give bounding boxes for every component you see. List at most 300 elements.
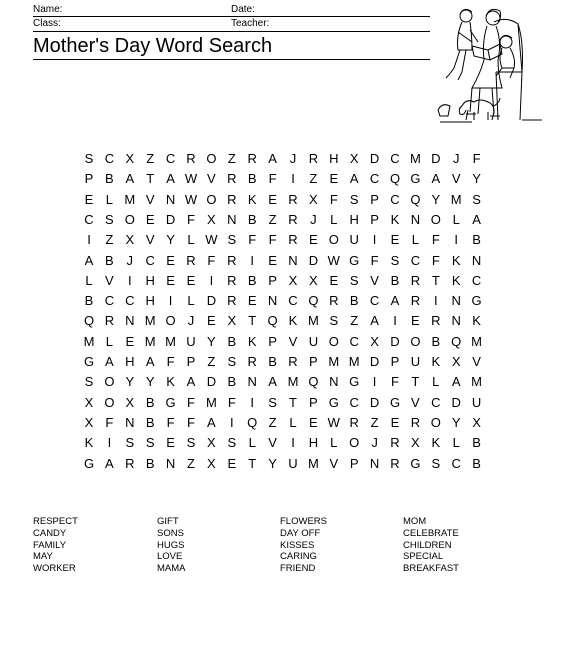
grid-letter[interactable]: B <box>472 455 481 471</box>
grid-letter[interactable]: Y <box>472 171 481 187</box>
grid-letter[interactable]: N <box>451 313 461 329</box>
grid-letter[interactable]: Z <box>105 232 114 248</box>
grid-letter[interactable]: A <box>349 171 359 187</box>
grid-letter[interactable]: O <box>328 333 339 349</box>
grid-letter[interactable]: R <box>227 272 237 288</box>
grid-letter[interactable]: N <box>329 374 339 390</box>
grid-letter[interactable]: O <box>430 211 441 227</box>
grid-letter[interactable]: I <box>291 171 295 187</box>
grid-letter[interactable]: R <box>186 151 196 166</box>
grid-letter[interactable]: F <box>431 252 440 268</box>
grid-letter[interactable]: Q <box>410 191 421 207</box>
grid-letter[interactable]: B <box>431 333 441 349</box>
grid-letter[interactable]: Y <box>166 232 175 248</box>
grid-letter[interactable]: V <box>288 333 298 349</box>
grid-letter[interactable]: T <box>289 394 297 410</box>
grid-letter[interactable]: O <box>206 151 217 166</box>
grid-letter[interactable]: E <box>186 272 196 288</box>
grid-letter[interactable]: A <box>166 171 175 187</box>
grid-letter[interactable]: Y <box>125 374 135 390</box>
grid-letter[interactable]: W <box>327 252 340 268</box>
grid-letter[interactable]: A <box>186 374 196 390</box>
grid-letter[interactable]: A <box>207 414 216 430</box>
grid-letter[interactable]: Z <box>227 151 236 166</box>
grid-letter[interactable]: L <box>330 211 338 227</box>
grid-letter[interactable]: P <box>349 455 359 471</box>
grid-letter[interactable]: C <box>390 151 400 166</box>
grid-letter[interactable]: F <box>105 414 114 430</box>
grid-letter[interactable]: S <box>472 191 481 207</box>
grid-letter[interactable]: X <box>125 394 135 410</box>
grid-letter[interactable]: A <box>268 374 277 390</box>
grid-letter[interactable]: D <box>369 354 380 369</box>
grid-letter[interactable]: W <box>205 232 218 248</box>
grid-letter[interactable]: X <box>125 232 135 248</box>
grid-letter[interactable]: V <box>472 354 481 369</box>
grid-letter[interactable]: U <box>349 232 359 248</box>
grid-letter[interactable]: Q <box>308 293 319 309</box>
grid-letter[interactable]: G <box>349 252 360 268</box>
grid-letter[interactable]: P <box>268 333 277 349</box>
grid-letter[interactable]: Y <box>451 414 461 430</box>
grid-letter[interactable]: D <box>206 374 217 390</box>
grid-letter[interactable]: X <box>84 394 94 410</box>
grid-letter[interactable]: E <box>329 171 339 187</box>
grid-letter[interactable]: J <box>289 151 297 166</box>
grid-letter[interactable]: S <box>227 232 237 248</box>
grid-letter[interactable]: R <box>247 151 257 166</box>
grid-letter[interactable]: E <box>329 272 339 288</box>
grid-letter[interactable]: X <box>370 333 379 349</box>
grid-letter[interactable]: C <box>288 293 298 309</box>
grid-letter[interactable]: Q <box>83 313 95 329</box>
grid-letter[interactable]: E <box>227 455 237 471</box>
grid-letter[interactable]: B <box>390 272 400 288</box>
grid-letter[interactable]: G <box>349 374 360 390</box>
grid-letter[interactable]: R <box>349 414 359 430</box>
grid-letter[interactable]: S <box>268 394 277 410</box>
grid-letter[interactable]: C <box>369 293 380 309</box>
grid-letter[interactable]: W <box>327 414 340 430</box>
grid-letter[interactable]: S <box>145 435 155 451</box>
grid-letter[interactable]: J <box>187 313 195 329</box>
grid-letter[interactable]: L <box>289 414 297 430</box>
grid-letter[interactable]: T <box>411 374 420 390</box>
grid-letter[interactable]: F <box>370 252 379 268</box>
grid-letter[interactable]: C <box>104 151 115 166</box>
grid-letter[interactable]: X <box>207 455 216 471</box>
grid-letter[interactable]: B <box>227 333 237 349</box>
grid-letter[interactable]: J <box>452 151 460 166</box>
grid-letter[interactable]: F <box>166 414 175 430</box>
grid-letter[interactable]: G <box>410 455 421 471</box>
grid-letter[interactable]: K <box>288 313 298 329</box>
grid-letter[interactable]: M <box>471 333 483 349</box>
grid-letter[interactable]: R <box>186 252 196 268</box>
grid-letter[interactable]: A <box>472 211 481 227</box>
grid-letter[interactable]: W <box>184 191 198 207</box>
grid-letter[interactable]: B <box>247 272 257 288</box>
grid-letter[interactable]: M <box>144 333 156 349</box>
grid-letter[interactable]: M <box>409 151 421 166</box>
grid-letter[interactable]: K <box>247 333 257 349</box>
grid-letter[interactable]: O <box>165 313 176 329</box>
grid-letter[interactable]: A <box>268 151 277 166</box>
grid-letter[interactable]: B <box>145 414 155 430</box>
grid-letter[interactable]: H <box>145 272 155 288</box>
grid-letter[interactable]: L <box>330 435 338 451</box>
grid-letter[interactable]: O <box>206 191 217 207</box>
grid-letter[interactable]: A <box>125 171 135 187</box>
grid-letter[interactable]: X <box>451 354 461 369</box>
grid-letter[interactable]: M <box>471 374 483 390</box>
grid-letter[interactable]: Y <box>431 191 441 207</box>
grid-letter[interactable]: G <box>471 293 482 309</box>
grid-letter[interactable]: A <box>84 252 94 268</box>
grid-letter[interactable]: D <box>165 211 176 227</box>
grid-letter[interactable]: A <box>370 313 379 329</box>
grid-letter[interactable]: D <box>451 394 461 410</box>
grid-letter[interactable]: R <box>104 313 115 329</box>
grid-letter[interactable]: I <box>87 232 91 248</box>
grid-letter[interactable]: O <box>410 333 421 349</box>
grid-letter[interactable]: J <box>310 211 317 227</box>
grid-letter[interactable]: L <box>248 435 256 451</box>
grid-letter[interactable]: P <box>309 394 318 410</box>
grid-letter[interactable]: Z <box>268 414 277 430</box>
grid-letter[interactable]: C <box>165 151 176 166</box>
grid-letter[interactable]: P <box>370 211 379 227</box>
grid-letter[interactable]: F <box>268 171 277 187</box>
grid-letter[interactable]: R <box>227 191 237 207</box>
grid-letter[interactable]: N <box>125 414 135 430</box>
grid-letter[interactable]: U <box>288 455 298 471</box>
grid-letter[interactable]: N <box>471 252 482 268</box>
grid-letter[interactable]: A <box>390 293 400 309</box>
grid-letter[interactable]: E <box>390 232 400 248</box>
grid-letter[interactable]: V <box>145 191 155 207</box>
grid-letter[interactable]: S <box>125 435 135 451</box>
grid-letter[interactable]: P <box>84 171 94 187</box>
grid-letter[interactable]: Z <box>146 151 155 166</box>
grid-letter[interactable]: F <box>329 191 338 207</box>
grid-letter[interactable]: C <box>349 394 359 410</box>
grid-letter[interactable]: K <box>431 354 441 369</box>
grid-letter[interactable]: P <box>268 272 277 288</box>
grid-letter[interactable]: F <box>227 394 236 410</box>
grid-letter[interactable]: N <box>227 211 237 227</box>
grid-letter[interactable]: B <box>247 211 257 227</box>
grid-letter[interactable]: F <box>187 394 195 410</box>
grid-letter[interactable]: D <box>431 151 441 166</box>
grid-letter[interactable]: E <box>247 293 257 309</box>
grid-letter[interactable]: R <box>410 293 421 309</box>
grid-letter[interactable]: P <box>309 354 318 369</box>
grid-letter[interactable]: G <box>83 354 95 369</box>
grid-letter[interactable]: C <box>390 191 400 207</box>
grid-letter[interactable]: X <box>309 272 318 288</box>
grid-letter[interactable]: C <box>349 333 359 349</box>
grid-letter[interactable]: A <box>105 354 114 369</box>
grid-letter[interactable]: Y <box>268 455 277 471</box>
grid-letter[interactable]: S <box>227 354 237 369</box>
grid-letter[interactable]: F <box>187 414 195 430</box>
grid-letter[interactable]: E <box>390 414 400 430</box>
grid-letter[interactable]: L <box>187 293 195 309</box>
grid-letter[interactable]: M <box>348 354 360 369</box>
grid-letter[interactable]: F <box>207 252 216 268</box>
grid-letter[interactable]: R <box>288 191 298 207</box>
grid-letter[interactable]: M <box>165 333 177 349</box>
grid-letter[interactable]: H <box>329 151 339 166</box>
grid-letter[interactable]: L <box>187 232 195 248</box>
grid-letter[interactable]: M <box>307 455 319 471</box>
grid-letter[interactable]: S <box>390 252 400 268</box>
grid-letter[interactable]: S <box>329 313 339 329</box>
grid-letter[interactable]: B <box>247 171 257 187</box>
grid-letter[interactable]: S <box>84 374 94 390</box>
grid-letter[interactable]: T <box>431 272 440 288</box>
grid-letter[interactable]: G <box>410 171 421 187</box>
grid-letter[interactable]: I <box>209 272 214 288</box>
grid-letter[interactable]: N <box>267 293 278 309</box>
grid-letter[interactable]: P <box>370 191 379 207</box>
grid-letter[interactable]: B <box>268 354 277 369</box>
grid-letter[interactable]: Z <box>207 354 216 369</box>
grid-letter[interactable]: K <box>390 211 400 227</box>
grid-letter[interactable]: R <box>329 293 339 309</box>
grid-letter[interactable]: C <box>431 394 441 410</box>
grid-letter[interactable]: R <box>410 414 421 430</box>
grid-letter[interactable]: R <box>288 232 298 248</box>
grid-letter[interactable]: C <box>410 252 421 268</box>
grid-letter[interactable]: Q <box>247 414 258 430</box>
grid-letter[interactable]: R <box>308 151 319 166</box>
grid-letter[interactable]: Q <box>451 333 462 349</box>
grid-letter[interactable]: R <box>247 354 257 369</box>
grid-letter[interactable]: O <box>104 394 115 410</box>
grid-letter[interactable]: E <box>309 232 318 248</box>
grid-letter[interactable]: S <box>105 211 114 227</box>
grid-letter[interactable]: B <box>145 455 155 471</box>
grid-letter[interactable]: N <box>247 374 257 390</box>
grid-letter[interactable]: U <box>410 354 421 369</box>
grid-letter[interactable]: O <box>430 414 441 430</box>
grid-letter[interactable]: A <box>145 354 155 369</box>
grid-letter[interactable]: X <box>207 435 216 451</box>
grid-letter[interactable]: M <box>328 354 340 369</box>
grid-letter[interactable]: Q <box>267 313 278 329</box>
grid-letter[interactable]: Z <box>370 414 379 430</box>
grid-letter[interactable]: U <box>186 333 196 349</box>
grid-letter[interactable]: G <box>83 455 95 471</box>
grid-letter[interactable]: C <box>125 293 135 309</box>
grid-letter[interactable]: X <box>472 414 481 430</box>
grid-letter[interactable]: E <box>309 414 318 430</box>
grid-letter[interactable]: M <box>205 394 217 410</box>
grid-letter[interactable]: Z <box>350 313 359 329</box>
grid-letter[interactable]: H <box>349 211 359 227</box>
grid-letter[interactable]: F <box>187 211 195 227</box>
grid-letter[interactable]: I <box>250 252 254 268</box>
grid-letter[interactable]: E <box>166 252 175 268</box>
grid-letter[interactable]: K <box>247 191 257 207</box>
grid-letter[interactable]: V <box>268 435 277 451</box>
grid-letter[interactable]: Q <box>308 374 319 390</box>
grid-letter[interactable]: T <box>146 171 155 187</box>
grid-letter[interactable]: K <box>166 374 175 390</box>
grid-letter[interactable]: V <box>451 171 461 187</box>
grid-letter[interactable]: Z <box>187 455 195 471</box>
grid-letter[interactable]: E <box>268 191 277 207</box>
grid-letter[interactable]: N <box>369 455 380 471</box>
grid-letter[interactable]: N <box>125 313 135 329</box>
grid-letter[interactable]: J <box>126 252 134 268</box>
grid-letter[interactable]: D <box>206 293 217 309</box>
grid-letter[interactable]: P <box>390 354 400 369</box>
grid-letter[interactable]: F <box>472 151 481 166</box>
grid-letter[interactable]: Q <box>389 171 401 187</box>
grid-letter[interactable]: B <box>227 374 237 390</box>
grid-letter[interactable]: E <box>166 272 175 288</box>
grid-letter[interactable]: B <box>105 252 114 268</box>
grid-letter[interactable]: F <box>248 232 257 248</box>
grid-letter[interactable]: K <box>84 435 94 451</box>
grid-letter[interactable]: L <box>452 211 460 227</box>
grid-letter[interactable]: W <box>184 171 198 187</box>
grid-letter[interactable]: R <box>227 293 237 309</box>
grid-letter[interactable]: D <box>390 333 400 349</box>
grid-letter[interactable]: R <box>431 313 441 329</box>
grid-letter[interactable]: E <box>411 313 420 329</box>
grid-letter[interactable]: B <box>472 232 481 248</box>
grid-letter[interactable]: I <box>393 313 397 329</box>
grid-letter[interactable]: E <box>145 211 155 227</box>
grid-letter[interactable]: V <box>145 232 155 248</box>
grid-letter[interactable]: I <box>291 435 295 451</box>
grid-letter[interactable]: C <box>451 455 461 471</box>
grid-letter[interactable]: X <box>227 313 237 329</box>
grid-letter[interactable]: V <box>207 171 216 187</box>
grid-letter[interactable]: P <box>186 354 196 369</box>
grid-letter[interactable]: M <box>307 313 319 329</box>
grid-letter[interactable]: R <box>125 455 135 471</box>
grid-letter[interactable]: I <box>168 293 173 309</box>
grid-letter[interactable]: M <box>287 374 299 390</box>
grid-letter[interactable]: H <box>125 354 135 369</box>
grid-letter[interactable]: N <box>410 211 421 227</box>
grid-letter[interactable]: F <box>268 232 277 248</box>
grid-letter[interactable]: E <box>207 313 216 329</box>
grid-letter[interactable]: L <box>105 333 113 349</box>
grid-letter[interactable]: V <box>329 455 339 471</box>
grid-letter[interactable]: S <box>431 455 441 471</box>
grid-letter[interactable]: J <box>371 435 378 451</box>
grid-letter[interactable]: N <box>165 191 176 207</box>
grid-letter[interactable]: I <box>372 232 377 248</box>
grid-letter[interactable]: C <box>369 171 380 187</box>
grid-letter[interactable]: F <box>391 374 399 390</box>
grid-letter[interactable]: I <box>107 435 112 451</box>
grid-letter[interactable]: L <box>85 272 93 288</box>
grid-letter[interactable]: G <box>389 394 401 410</box>
grid-letter[interactable]: S <box>227 435 237 451</box>
grid-letter[interactable]: S <box>349 272 359 288</box>
grid-letter[interactable]: Y <box>145 374 155 390</box>
grid-letter[interactable]: Y <box>207 333 216 349</box>
grid-letter[interactable]: F <box>166 354 175 369</box>
grid-letter[interactable]: X <box>349 151 359 166</box>
grid-letter[interactable]: C <box>471 272 482 288</box>
grid-letter[interactable]: R <box>390 455 400 471</box>
grid-letter[interactable]: Z <box>309 171 318 187</box>
grid-letter[interactable]: H <box>145 293 155 309</box>
grid-letter[interactable]: E <box>268 252 277 268</box>
grid-letter[interactable]: O <box>124 211 135 227</box>
grid-letter[interactable]: X <box>207 211 216 227</box>
grid-letter[interactable]: K <box>472 313 481 329</box>
grid-letter[interactable]: T <box>248 455 257 471</box>
grid-letter[interactable]: K <box>451 272 461 288</box>
grid-letter[interactable]: M <box>83 333 95 349</box>
grid-letter[interactable]: D <box>369 394 380 410</box>
grid-letter[interactable]: X <box>411 435 420 451</box>
grid-letter[interactable]: B <box>105 171 114 187</box>
grid-letter[interactable]: U <box>471 394 482 410</box>
grid-letter[interactable]: S <box>349 191 359 207</box>
grid-letter[interactable]: B <box>84 293 94 309</box>
grid-letter[interactable]: T <box>248 313 257 329</box>
grid-letter[interactable]: C <box>145 252 155 268</box>
grid-letter[interactable]: X <box>309 191 318 207</box>
grid-letter[interactable]: M <box>450 191 462 207</box>
grid-letter[interactable]: N <box>451 293 461 309</box>
grid-letter[interactable]: R <box>227 171 237 187</box>
grid-letter[interactable]: C <box>104 293 115 309</box>
grid-letter[interactable]: K <box>451 252 461 268</box>
grid-letter[interactable]: L <box>105 191 113 207</box>
grid-letter[interactable]: I <box>250 394 254 410</box>
grid-letter[interactable]: N <box>165 455 176 471</box>
grid-letter[interactable]: R <box>288 354 298 369</box>
grid-letter[interactable]: S <box>84 151 94 166</box>
grid-letter[interactable]: I <box>454 232 458 248</box>
grid-letter[interactable]: A <box>451 374 461 390</box>
grid-letter[interactable]: U <box>308 333 319 349</box>
grid-letter[interactable]: F <box>431 232 440 248</box>
grid-letter[interactable]: B <box>472 435 481 451</box>
grid-letter[interactable]: R <box>390 435 400 451</box>
grid-letter[interactable]: Z <box>268 211 277 227</box>
grid-letter[interactable]: K <box>431 435 441 451</box>
grid-letter[interactable]: A <box>105 455 114 471</box>
grid-letter[interactable]: B <box>349 293 359 309</box>
grid-letter[interactable]: V <box>105 272 114 288</box>
grid-letter[interactable]: L <box>411 232 419 248</box>
grid-letter[interactable]: V <box>411 394 420 410</box>
grid-letter[interactable]: H <box>308 435 319 451</box>
grid-letter[interactable]: M <box>124 191 136 207</box>
grid-letter[interactable]: R <box>410 272 421 288</box>
grid-letter[interactable]: I <box>372 374 377 390</box>
grid-letter[interactable]: E <box>84 191 94 207</box>
grid-letter[interactable]: M <box>144 313 156 329</box>
grid-letter[interactable]: G <box>165 394 176 410</box>
grid-letter[interactable]: E <box>166 435 175 451</box>
grid-letter[interactable]: B <box>145 394 155 410</box>
grid-letter[interactable]: I <box>229 414 234 430</box>
grid-letter[interactable]: G <box>328 394 339 410</box>
